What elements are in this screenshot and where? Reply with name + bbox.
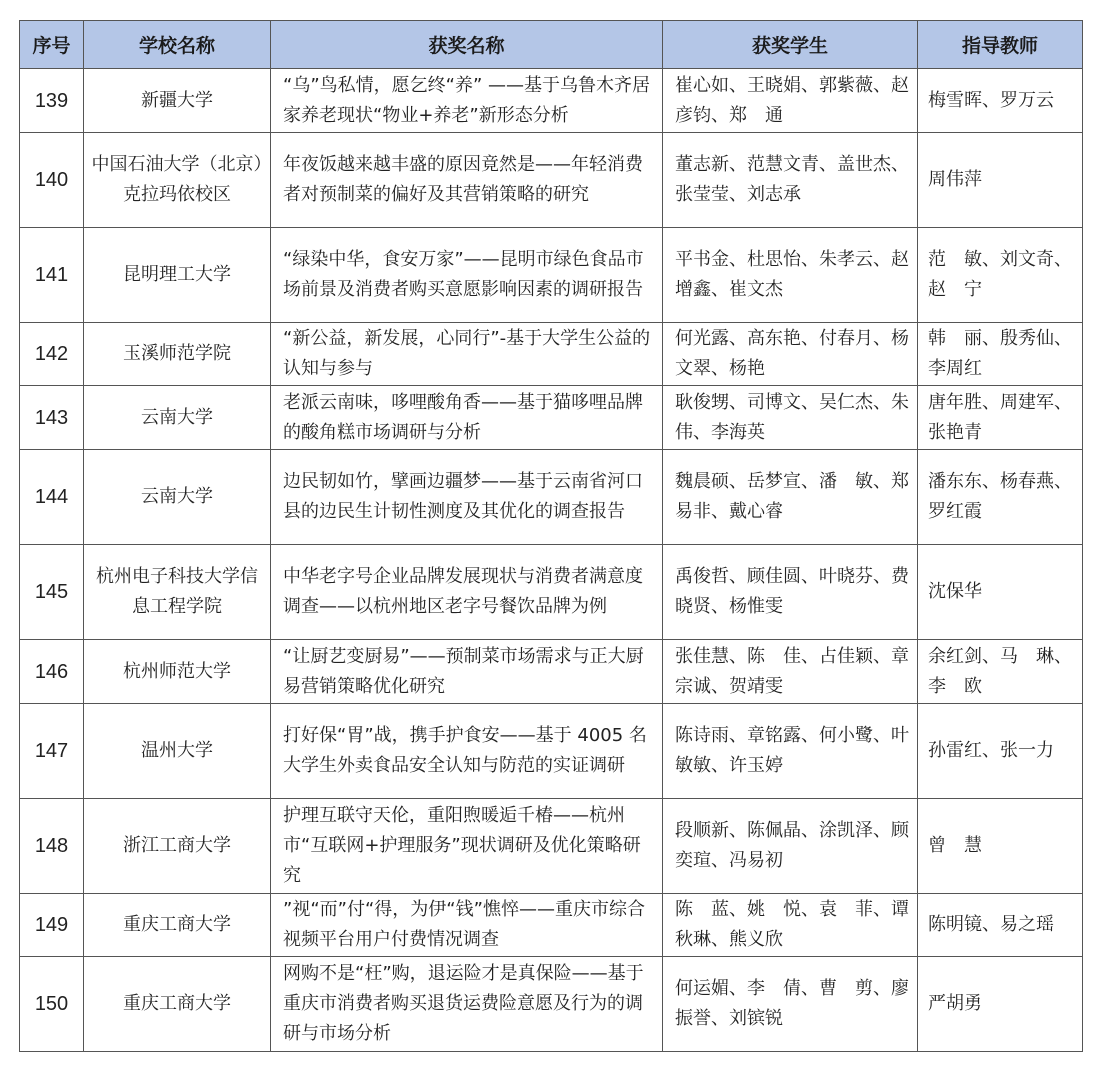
header-school: 学校名称: [84, 21, 271, 69]
cell-school: 新疆大学: [84, 69, 271, 133]
cell-award: 边民韧如竹，擘画边疆梦——基于云南省河口县的边民生计韧性测度及其优化的调查报告: [271, 450, 663, 545]
cell-teachers: 沈保华: [918, 545, 1083, 640]
cell-students: 何光露、高东艳、付春月、杨文翠、杨艳: [663, 323, 918, 386]
cell-seq: 148: [20, 799, 84, 894]
cell-seq: 143: [20, 386, 84, 450]
header-award: 获奖名称: [271, 21, 663, 69]
table-row: [20, 704, 1083, 799]
cell-teachers: 陈明镜、易之瑶: [918, 894, 1083, 957]
cell-seq: 142: [20, 323, 84, 386]
cell-seq: 144: [20, 450, 84, 545]
header-teachers: 指导教师: [918, 21, 1083, 69]
cell-award: “乌”鸟私情，愿乞终“养” ——基于乌鲁木齐居家养老现状“物业+养老”新形态分析: [271, 69, 663, 133]
table-row: [20, 545, 1083, 640]
cell-school: 玉溪师范学院: [84, 323, 271, 386]
cell-award: 打好保“胃”战，携手护食安——基于 4005 名大学生外卖食品安全认知与防范的实证调研: [271, 704, 663, 799]
cell-school: 云南大学: [84, 386, 271, 450]
table-row: [20, 386, 1083, 450]
cell-school: 杭州电子科技大学信息工程学院: [84, 545, 271, 640]
table-row: [20, 133, 1083, 228]
table-row: [20, 228, 1083, 323]
cell-students: 禹俊哲、顾佳圆、叶晓芬、费晓贤、杨惟雯: [663, 545, 918, 640]
cell-teachers: 韩 丽、殷秀仙、李周红: [918, 323, 1083, 386]
cell-school: 浙江工商大学: [84, 799, 271, 894]
cell-school: 杭州师范大学: [84, 640, 271, 704]
cell-students: 崔心如、王晓娟、郭紫薇、赵彦钧、郑 通: [663, 69, 918, 133]
cell-award: 中华老字号企业品牌发展现状与消费者满意度调查——以杭州地区老字号餐饮品牌为例: [271, 545, 663, 640]
cell-seq: 139: [20, 69, 84, 133]
header-seq: 序号: [20, 21, 84, 69]
cell-students: 陈诗雨、章铭露、何小鹭、叶敏敏、许玉婷: [663, 704, 918, 799]
cell-award: ”视“而”付“得，为伊“钱”憔悴——重庆市综合视频平台用户付费情况调查: [271, 894, 663, 957]
cell-teachers: 严胡勇: [918, 957, 1083, 1052]
cell-award: 老派云南味，哆哩酸角香——基于猫哆哩品牌的酸角糕市场调研与分析: [271, 386, 663, 450]
table-row: [20, 69, 1083, 133]
cell-teachers: 潘东东、杨春燕、罗红霞: [918, 450, 1083, 545]
cell-students: 董志新、范慧文青、盖世杰、张莹莹、刘志承: [663, 133, 918, 228]
cell-school: 云南大学: [84, 450, 271, 545]
cell-seq: 149: [20, 894, 84, 957]
cell-students: 平书金、杜思怡、朱孝云、赵增鑫、崔文杰: [663, 228, 918, 323]
table-body: [20, 69, 1083, 1052]
cell-award: “绿染中华，食安万家”——昆明市绿色食品市场前景及消费者购买意愿影响因素的调研报告: [271, 228, 663, 323]
table-row: [20, 640, 1083, 704]
cell-students: 张佳慧、陈 佳、占佳颖、章宗诚、贺靖雯: [663, 640, 918, 704]
cell-award: 网购不是“枉”购，退运险才是真保险——基于重庆市消费者购买退货运费险意愿及行为的调研与市场分析: [271, 957, 663, 1052]
cell-teachers: 唐年胜、周建军、张艳青: [918, 386, 1083, 450]
cell-school: 重庆工商大学: [84, 957, 271, 1052]
table-header: [20, 21, 1083, 69]
cell-seq: 140: [20, 133, 84, 228]
cell-teachers: 余红剑、马 琳、李 欧: [918, 640, 1083, 704]
table-row: [20, 323, 1083, 386]
cell-award: “新公益，新发展，心同行”-基于大学生公益的认知与参与: [271, 323, 663, 386]
cell-seq: 147: [20, 704, 84, 799]
cell-students: 何运媚、李 倩、曹 剪、廖振誉、刘镔锐: [663, 957, 918, 1052]
cell-teachers: 周伟萍: [918, 133, 1083, 228]
table-row: [20, 957, 1083, 1052]
table-row: [20, 450, 1083, 545]
cell-teachers: 范 敏、刘文奇、赵 宁: [918, 228, 1083, 323]
cell-teachers: 孙雷红、张一力: [918, 704, 1083, 799]
cell-students: 段顺新、陈佩晶、涂凯泽、顾奕瑄、冯易初: [663, 799, 918, 894]
cell-seq: 141: [20, 228, 84, 323]
cell-school: 昆明理工大学: [84, 228, 271, 323]
awards-table: [19, 20, 1083, 1052]
cell-school: 中国石油大学（北京）克拉玛依校区: [84, 133, 271, 228]
table-row: [20, 799, 1083, 894]
cell-school: 重庆工商大学: [84, 894, 271, 957]
cell-students: 陈 蓝、姚 悦、袁 菲、谭秋琳、熊义欣: [663, 894, 918, 957]
cell-award: 年夜饭越来越丰盛的原因竟然是——年轻消费者对预制菜的偏好及其营销策略的研究: [271, 133, 663, 228]
cell-teachers: 梅雪晖、罗万云: [918, 69, 1083, 133]
cell-award: 护理互联守天伦，重阳煦暖逅千椿——杭州市“互联网+护理服务”现状调研及优化策略研究: [271, 799, 663, 894]
cell-students: 耿俊甥、司博文、吴仁杰、朱 伟、李海英: [663, 386, 918, 450]
cell-seq: 145: [20, 545, 84, 640]
header-row: [20, 21, 1083, 69]
table-row: [20, 894, 1083, 957]
cell-school: 温州大学: [84, 704, 271, 799]
header-students: 获奖学生: [663, 21, 918, 69]
cell-students: 魏晨硕、岳梦宣、潘 敏、郑易非、戴心睿: [663, 450, 918, 545]
cell-seq: 150: [20, 957, 84, 1052]
cell-seq: 146: [20, 640, 84, 704]
cell-award: “让厨艺变厨易”——预制菜市场需求与正大厨易营销策略优化研究: [271, 640, 663, 704]
cell-teachers: 曾 慧: [918, 799, 1083, 894]
